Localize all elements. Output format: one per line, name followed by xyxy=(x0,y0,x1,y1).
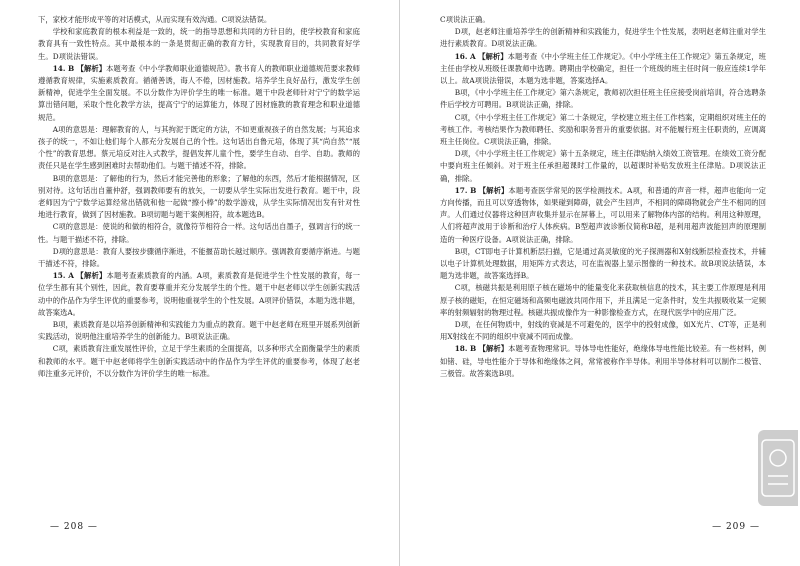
question-number: 18. B xyxy=(454,344,477,354)
paragraph-text: 本题考查医学常见的医学检测技术。A项，和普通的声音一样，超声也能向一定方向传播，而且可以穿透物体，如果碰到障碍，就会产生回声，不相同的障碍物就会产生不相同的回声。人们通过仪器将这种回声收集并显示在屏幕上，可以用来了解物体内部的结构。利用这种原理，人们将超声波用于诊断和治疗人体疾病。B型超声波诊断仪简称B超，是利用超声波能回声的原理制造的一种医疗设备。A项说法正确，排除。 xyxy=(440,185,766,244)
explanation-paragraph xyxy=(440,87,766,111)
explanation-paragraph xyxy=(38,221,360,245)
analysis-tag: 【解析】 xyxy=(478,185,509,195)
paragraph-text: C项，核磁共振是利用原子核在磁场中的能量变化来获取核信息的技术，其主要工作原理是利用原子核的磁矩，在恒定磁场和高频电磁波共同作用下，并且满足一定条件时，发生共振吸收某一定频率的射频辐射的物理过程。核磁共振成像作为一种影像检查方式，在现代医学中的应用广泛。 xyxy=(440,283,766,317)
explanation-paragraph xyxy=(440,148,766,185)
paragraph-text: D项的意思是：教育人要按步骤循序渐进，不能揠苗助长越过顺序。强调教育要循序渐进。与题干描述不符，排除。 xyxy=(38,246,360,269)
analysis-tag: 【解析】 xyxy=(478,51,508,61)
right-text-column xyxy=(440,14,766,380)
explanation-paragraph xyxy=(38,26,360,63)
paragraph-text: D项，《中小学班主任工作规定》第十五条规定，班主任津贴纳入绩效工资管理。在绩效工资分配中要向班主任倾斜。对于班主任承担超课时工作量的，以超课时补贴发放班主任津贴。D项说法正确，排除。 xyxy=(440,149,766,183)
paragraph-text: B项，《中小学班主任工作规定》第六条规定，教师初次担任班主任应接受岗前培训，符合选聘条件后学校方可聘用。B项说法正确，排除。 xyxy=(440,88,766,110)
analysis-tag: 【解析】 xyxy=(76,63,107,73)
explanation-paragraph xyxy=(38,14,360,26)
answer-paragraph xyxy=(440,343,766,380)
answer-paragraph xyxy=(38,270,360,319)
explanation-paragraph xyxy=(38,246,360,270)
question-number: 16. A xyxy=(454,51,476,61)
explanation-paragraph xyxy=(440,282,766,319)
explanation-paragraph xyxy=(38,343,360,380)
paragraph-text: B项，CT即电子计算机断层扫描，它是通过高灵敏度的光子探测器和X射线断层检查技术，并辅以电子计算机处理数据，用矩阵方式表达，可在监视器上显示图像的一种技术。故B项说法错误，本题为选非题，故答案选择B。 xyxy=(440,246,766,281)
paragraph-text: 学校和家庭教育的根本利益是一致的，统一的指导思想和共同的方针目的，使学校教育和家庭教育具有一致性特点。其中最根本的一条是贯彻正确的教育方针，实现教育目的，共同教育好学生。D项说法错误。 xyxy=(38,27,360,61)
paragraph-text: 本题考查《中小学班主任工作规定》。《中小学班主任工作规定》第五条规定，班主任由学校从班级任课教师中选聘。聘期由学校确定，担任一个班级的班主任时间一般应连续1学年以上。故A项说法错误，本题为选非题，答案选择A。 xyxy=(440,51,766,86)
paragraph-text: D项，赵老师注重培养学生的创新精神和实践能力，促进学生个性发展，表明赵老师注重对学生进行素质教育。D项说法正确。 xyxy=(440,27,766,49)
paragraph-text: 本题考查素质教育的内涵。A项，素质教育是促进学生个性发展的教育，每一位学生都有其个别性，因此，教育要尊重并充分发展学生的个性。题干中赵老师以学生创新实践活动中的作品作为学生评优的重要参考，说明他重视学生的个性发展。A项评价错误，本题为选非题，故答案选A。 xyxy=(38,271,360,317)
paragraph-text: C项，素质教育注重发展性评价，立足于学生素质的全面提高，以多种形式全面衡量学生的素质和教师的水平。题干中赵老师将学生创新实践活动中的作品作为学生评优的重要参考，体现了赵老师注重多元评价，不以分数作为评价学生的唯一标准。 xyxy=(38,344,360,378)
explanation-paragraph xyxy=(440,319,766,343)
answer-paragraph xyxy=(440,51,766,88)
left-text-column xyxy=(38,14,360,380)
explanation-paragraph xyxy=(38,124,360,173)
paragraph-text: D项，在任何物质中，射线的衰减是不可避免的，医学中的投射成像，如X光片、CT等，正是利用X射线在不同的组织中衰减不同而成像。 xyxy=(440,320,766,342)
paragraph-text: B项，素质教育是以培养创新精神和实践能力为重点的教育。题干中赵老师在班里开展系列创新实践活动，说明他注重培养学生的创新能力。B项说法正确。 xyxy=(38,320,360,342)
explanation-paragraph xyxy=(38,319,360,343)
paragraph-text: A项的意思是：理解教育的人，与其拘泥于既定的方法，不如更重视孩子的自然发展；与其追求孩子的统一，不如让他们每个人都充分发展自己的个性。这句话出自鲁元培，体现了其“尚自然”“展个性”的教育思想。蔡元培反对注入式教学，提倡发挥儿童个性，要学生自动、自学、自助。教师的责任只是在学生感到困难时去帮助他们。与题干描述不符，排除。 xyxy=(38,124,360,171)
paragraph-text: 下，家校才能形成平等的对话模式，从而实现有效沟通。C项说法错误。 xyxy=(38,15,272,24)
paragraph-text: B项的意思是：了解他的行为，然后才能完善他的形象；了解他的东西，然后才能根据情况，区别对待。这句话出自董仲舒，强调教师要有的放矢，一切要从学生实际出发进行教育。题干中，段老师因为宁宁数学运算经常出错就和他一起做“擦小棒”的数学游戏，从学生实际情况出发有针对性地进行教育，做到了因材施教。B项切题与题干案例相符，故本题选B。 xyxy=(38,173,360,220)
explanation-paragraph xyxy=(440,14,766,26)
page-number-left: — 208 — xyxy=(50,522,98,532)
paragraph-text: C项，《中小学班主任工作规定》第二十条规定，学校建立班主任工作档案，定期组织对班主任的考核工作。考核结果作为教师聘任、奖励和职务晋升的重要依据。对不能履行班主任职责的，应调离班主任岗位。C项说法正确，排除。 xyxy=(440,112,766,147)
page-number-right: — 209 — xyxy=(712,522,760,532)
answer-paragraph xyxy=(38,63,360,124)
answer-paragraph xyxy=(440,185,766,246)
paragraph-text: C项的意思是：使说的和做的相符合，就像符节相符合一样。这句话出自墨子，强调言行的统一性。与题干描述不符，排除。 xyxy=(38,222,360,244)
paragraph-text: 本题考查《中小学教师职业道德规范》。教书育人的教师职业道德规范要求教师遵循教育规律，实施素质教育。循循善诱，诲人不倦，因材施教。培养学生良好品行，激发学生创新精神，促进学生全面发展。不以分数作为评价学生的唯一标准。题干中段老师针对宁宁的数学运算出错问题，采取个性化教学方法，提高宁宁的运算能力，体现了因材施教的教育理念和职业道德规范。 xyxy=(38,63,360,122)
explanation-paragraph xyxy=(440,112,766,149)
explanation-paragraph xyxy=(440,246,766,283)
paragraph-text: C项说法正确。 xyxy=(440,15,490,24)
question-number: 14. B xyxy=(52,63,75,73)
analysis-tag: 【解析】 xyxy=(76,271,107,281)
explanation-paragraph xyxy=(38,173,360,222)
paragraph-text: 本题考查物理常识。导体导电性能好，绝缘体导电性能比较差。有一些材料，例如锗、硅，导电性能介于导体和绝缘体之间，常常被称作半导体。利用半导体材料可以制作二极管、三极管。故答案选B项。 xyxy=(440,344,766,378)
edge-watermark-stamp xyxy=(758,430,798,506)
question-number: 17. B xyxy=(454,185,477,195)
question-number: 15. A xyxy=(52,271,74,281)
explanation-paragraph xyxy=(440,26,766,50)
right-page xyxy=(400,0,800,566)
analysis-tag: 【解析】 xyxy=(478,344,509,354)
